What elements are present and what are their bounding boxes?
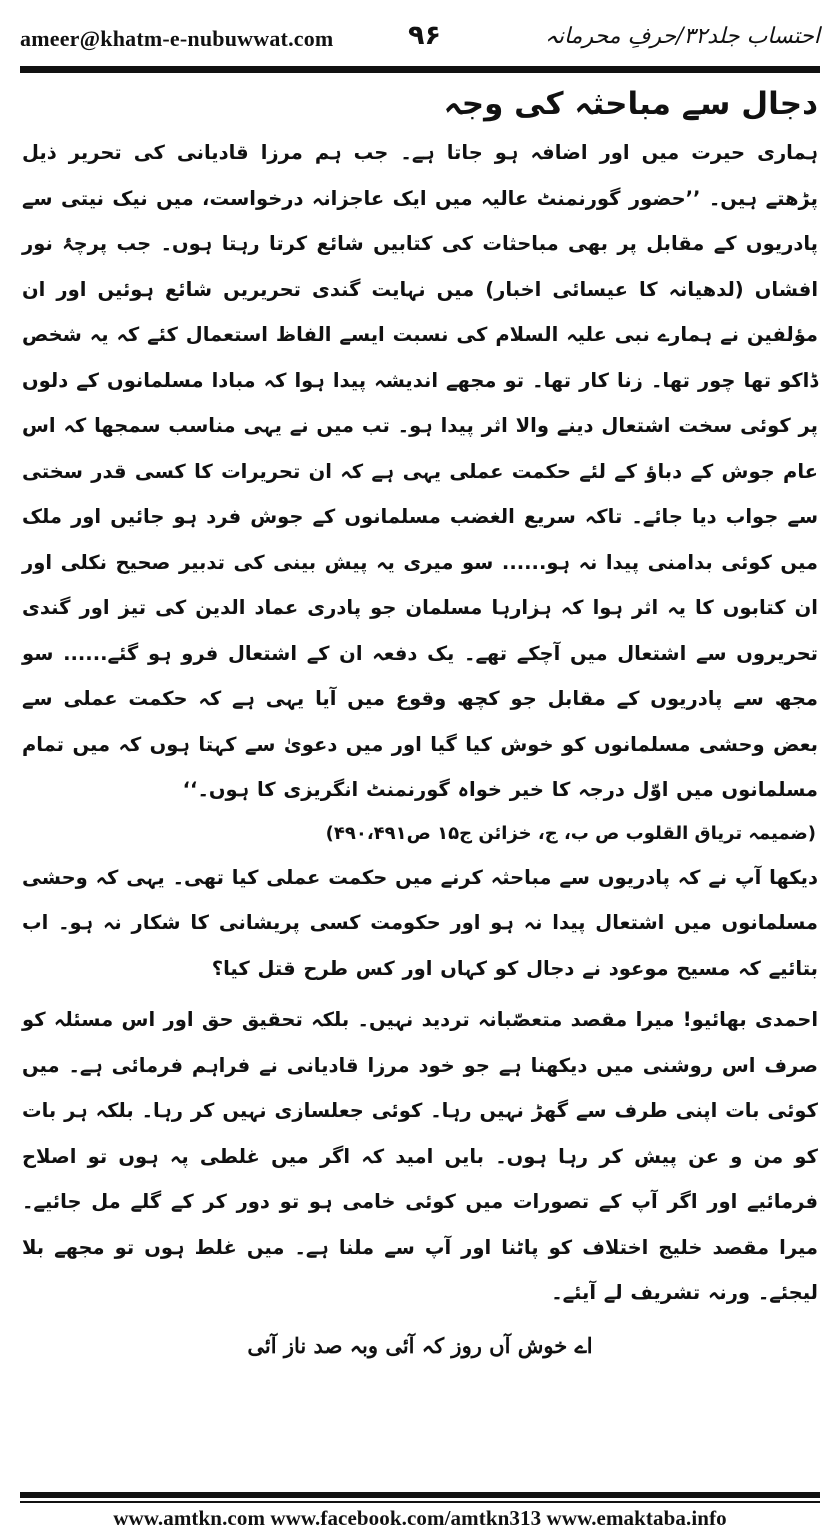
footer-rule-thin xyxy=(20,1501,820,1503)
paragraph-3: احمدی بھائیو! میرا مقصد متعصّبانہ تردید نہیں۔ بلکہ تحقیق حق اور اس مسئلہ کو صرف اس روشنی میں دیکھنا ہے جو خود مرزا قادیانی نے فراہم فرمائی ہے۔ میں کوئی بات اپنی طرف سے گھڑ نہیں رہا۔ کوئی جعلسازی نہیں کر رہا۔ بلکہ ہر بات کو من و عن پیش کر رہا ہوں۔ بایں امید کہ اگر میں غلطی پہ ہوں تو اصلاح فرمائیے اور اگر آپ کے تصورات میں کوئی خامی ہو تو دور کر کے گلے مل جائیے۔ میرا مقصد خلیج اختلاف کو پاٹنا اور آپ سے ملنا ہے۔ میں غلط ہوں تو مجھے بلا لیجئے۔ ورنہ تشریف لے آیئے۔ xyxy=(22,1008,818,1304)
paragraph-2: دیکھا آپ نے کہ پادریوں سے مباحثہ کرنے میں حکمت عملی کیا تھی۔ یہی کہ وحشی مسلمانوں میں اشتعال پیدا نہ ہو اور حکومت کسی پریشانی کا شکار نہ ہو۔ اب بتائیے کہ مسیح موعود نے دجال کو کہاں اور کس طرح قتل کیا؟ xyxy=(22,865,818,980)
persian-verse: اے خوش آں روز کہ آئی وبہ صد ناز آئی xyxy=(247,1332,593,1358)
page-content xyxy=(22,78,818,1376)
book-title: احتساب جلد۳۲/حرفِ محرمانہ xyxy=(544,24,820,49)
section-heading: دجال سے مباحثہ کی وجہ xyxy=(443,86,818,122)
paragraph-1: ہماری حیرت میں اور اضافہ ہو جاتا ہے۔ جب ہم مرزا قادیانی کی تحریر ذیل پڑھتے ہیں۔ ’’حضور گورنمنٹ عالیہ میں ایک عاجزانہ درخواست، میں نیک نیتی سے پادریوں کے مقابل پر بھی مباحثات کی کتابیں شائع کرتا رہتا ہوں۔ جب پرچۂ نور افشاں (لدھیانہ کا عیسائی اخبار) میں نہایت گندی تحریریں شائع ہوئیں اور ان مؤلفین نے ہمارے نبی علیہ السلام کی نسبت ایسے الفاظ استعمال کئے کہ یہ شخص ڈاکو تھا چور تھا۔ زنا کار تھا۔ تو مجھے اندیشہ پیدا ہوا کہ مبادا مسلمانوں کے دلوں پر کوئی سخت اشتعال دینے والا اثر پیدا ہو۔ تب میں نے یہی مناسب سمجھا کہ اس عام جوش کے دباؤ کے لئے حکمت عملی یہی ہے کہ ان تحریرات کا کسی قدر سختی سے جواب دیا جائے۔ تاکہ سریع الغضب مسلمانوں کے جوش فرد ہو جائیں اور ملک میں کوئی بدامنی پیدا نہ ہو...... سو میری یہ پیش بینی کی تدبیر صحیح نکلی اور ان کتابوں کا یہ اثر ہوا کہ ہزارہا مسلمان جو پادری عماد الدین کی تیز اور گندی تحریروں سے اشتعال میں آچکے تھے۔ یک دفعہ ان کے اشتعال فرو ہو گئے...... سو مجھ سے پادریوں کے مقابل جو کچھ وقوع میں آیا یہی ہے کہ حکمت عملی سے بعض وحشی مسلمانوں کو خوش کیا گیا اور میں دعویٰ سے کہتا ہوں کہ میں تمام مسلمانوں میں اوّل درجہ کا خیر خواہ گورنمنٹ انگریزی کا ہوں۔‘‘ xyxy=(22,141,818,801)
header-rule xyxy=(20,66,820,73)
citation: (ضمیمہ تریاق القلوب ص ب، ج، خزائن ج۱۵ ص۴۹۰،۴۹۱) xyxy=(325,822,816,844)
page-header xyxy=(20,22,820,58)
header-email: ameer@khatm-e-nubuwwat.com xyxy=(20,26,334,51)
footer-rule-thick xyxy=(20,1492,820,1498)
footer-links: www.amtkn.com www.facebook.com/amtkn313 www.emaktaba.info xyxy=(113,1506,727,1530)
page-number: ۹۶ xyxy=(408,20,441,51)
